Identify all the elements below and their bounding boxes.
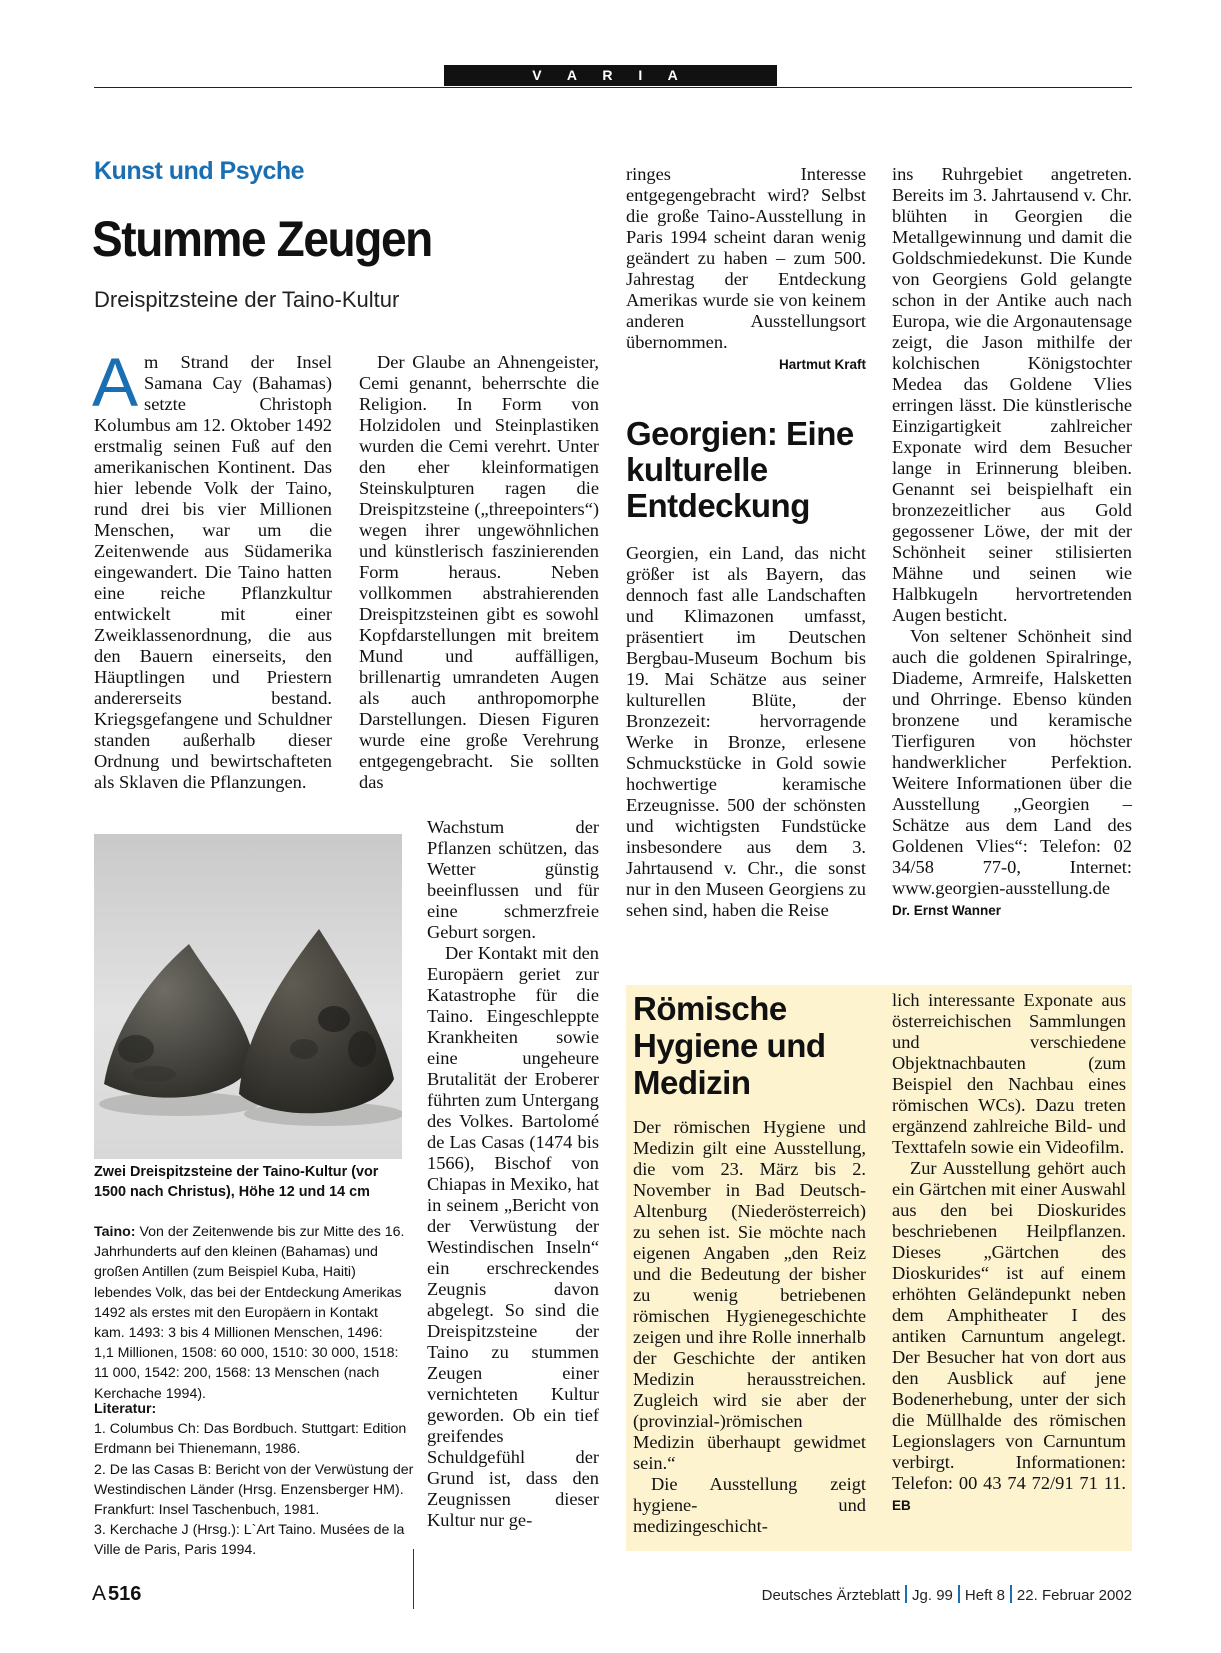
drop-cap: A <box>92 344 139 421</box>
taino-stones-photo <box>94 834 402 1159</box>
literature-heading: Literatur: <box>94 1401 157 1417</box>
article3-column-1 <box>633 1117 866 1537</box>
header-rule <box>94 87 1132 88</box>
article1-column-2b <box>427 817 599 1531</box>
article-kicker: Kunst und Psyche <box>94 157 305 185</box>
taino-note-label: Taino: <box>94 1224 136 1240</box>
stones-illustration <box>94 834 402 1159</box>
article1-col3-text: ringes Interesse entgegengebracht wird? Selbst die große Taino-Ausstellung in Paris 1994 scheint daran wenig geändert zu haben – zum 500. Jahrestag der Entdeckung Amerikas wurde sie von keinem anderen Ausstellungsort übernommen. <box>626 164 866 352</box>
journal-issue: Heft 8 <box>964 1587 1005 1604</box>
literature-item: 1. Columbus Ch: Das Bordbuch. Stuttgart: Edition Erdmann bei Thienemann, 1986. <box>94 1421 407 1458</box>
article3-column-2 <box>892 990 1126 1516</box>
article3-col1-para1: Der römischen Hygiene und Medizin gilt eine Ausstellung, die vom 23. März bis 2. November in Bad Deutsch-Altenburg (Niederösterreich) zu sehen ist. Sie möchte nach eigenen Angaben „den Reiz und die Bedeutung der bisher zu wenig betriebenen römischen Hygienegeschichte zeigen und ihre Rolle innerhalb der Geschichte der antiken Medizin herausstreichen. Zugleich wird sie aber der (provinzial-)römischen Medizin überhaupt gewidmet sein.“ <box>633 1117 866 1473</box>
article2-col2-para2-wrap <box>892 626 1132 921</box>
article1-column-3 <box>626 164 866 353</box>
taino-note-text: Von der Zeitenwende bis zur Mitte des 16. Jahrhunderts auf den kleinen (Bahamas) und großen Antillen (zum Beispiel Kuba, Haiti) lebendes Volk, das bei der Entdeckung Amerikas 1492 als erstes mit den Europäern in Kontakt kam. 1493: 3 bis 4 Millionen Menschen, 1496: 1,1 Millionen, 1508: 60 000, 1510: 30 000, 1518: 11 000, 1542: 200, 1568: 13 Menschen (nach Kerchache 1994). <box>94 1224 405 1402</box>
taino-note <box>94 1222 406 1404</box>
article2-col1-text: Georgien, ein Land, das nicht größer ist als Bayern, das dennoch fast alle Landschaften und Klimazonen umfasst, präsentiert im Deutschen Bergbau-Museum Bochum bis 19. Mai Schätze aus seiner kulturellen Blüte, der Bronzezeit: hervorragende Werke in Bronze, erlesene Schmuckstücke in Gold sowie hochwertige keramische Erzeugnisse. 500 der schönsten und wichtigsten Fundstücke insbesondere aus dem 3. Jahrtausend v. Chr., die sonst nur in den Museen Georgiens zu sehen sind, haben die Reise <box>626 543 866 920</box>
separator <box>1010 1585 1012 1603</box>
page-number-value: 516 <box>108 1583 142 1605</box>
article-title: Stumme Zeugen <box>92 211 432 267</box>
page-prefix: A <box>92 1582 107 1605</box>
photo-caption: Zwei Dreispitzsteine der Taino-Kultur (vor 1500 nach Christus), Höhe 12 und 14 cm <box>94 1164 379 1200</box>
article2-author: Dr. Ernst Wanner <box>892 903 1002 918</box>
article1-author: Hartmut Kraft <box>778 357 866 372</box>
literature-list <box>94 1399 414 1561</box>
separator <box>958 1585 960 1603</box>
journal-date: 22. Februar 2002 <box>1016 1587 1132 1604</box>
journal-volume: Jg. 99 <box>912 1587 953 1604</box>
article-subtitle: Dreispitzsteine der Taino-Kultur <box>94 287 400 312</box>
article3-col2-para2: Zur Ausstellung gehört auch ein Gärtchen mit einer Auswahl aus den bei Dioskurides beschriebenen Heilpflanzen. Dieses „Gärtchen des Dioskurides“ ist auf einem erhöhten Geländepunkt neben dem Amphitheater I des antiken Carnuntum angelegt. Der Besucher hat von dort aus den Ausblick auf jene Bodenerhebung, unter der sich die Müllhalde des römischen Legionslagers von Carnuntum verbirgt. Informationen: Telefon: 00 43 74 72/91 71 11. <box>892 1158 1126 1493</box>
article2-column-2 <box>892 164 1132 921</box>
article3-author: EB <box>892 1498 911 1513</box>
literature-item: 2. De las Casas B: Bericht von der Verwüstung der Westindischen Länder (Hrsg. Enzensberger HM). Frankfurt: Insel Taschenbuch, 1981. <box>94 1461 414 1519</box>
article2-column-1 <box>626 543 866 921</box>
article2-col2-para2: Von seltener Schönheit sind auch die goldenen Spiralringe, Diademe, Armreife, Halsketten und Ohrringe. Ebenso künden bronzene und keramische Tierfiguren von höchster handwerklicher Perfektion. Weitere Informationen über die Ausstellung „Georgien – Schätze aus dem Land des Goldenen Vlies“: Telefon: 02 34/58 77-0, Internet: www.georgien-ausstellung.de <box>892 626 1132 898</box>
article1-column-1 <box>92 344 332 793</box>
journal-name: Deutsches Ärzteblatt <box>761 1587 901 1604</box>
article1-col2b-para1: Wachstum der Pflanzen schützen, das Wetter günstig beeinflussen und für eine schmerzfreie Geburt sorgen. <box>427 817 599 942</box>
article3-title: Römische Hygiene und Medizin <box>633 990 826 1101</box>
article3-col1-para2: Die Ausstellung zeigt hygiene- und medizingeschicht- <box>633 1474 866 1536</box>
section-banner: V A R I A <box>444 65 777 86</box>
column-rule <box>413 1549 414 1609</box>
journal-line <box>762 1585 1132 1604</box>
article2-title: Georgien: Eine kulturelle Entdeckung <box>626 415 854 524</box>
separator <box>905 1585 907 1603</box>
article1-col1-text: m Strand der Insel Samana Cay (Bahamas) setzte Christoph Kolumbus am 12. Oktober 1492 erstmalig seinen Fuß auf den amerikanischen Kontinent. Das hier lebende Volk der Taino, rund drei bis vier Millionen Menschen, war um die Zeitenwende aus Südamerika eingewandert. Die Taino hatten eine reiche Pflanzkultur entwickelt mit einer Zweiklassenordnung, die aus den Bauern einerseits, den Häuptlingen und Priestern andererseits bestand. Kriegsgefangene und Schuldner standen außerhalb dieser Ordnung und bewirtschafteten als Sklaven die Pflanzungen. <box>94 352 332 792</box>
article3-col2-para1: lich interessante Exponate aus österreichischen Sammlungen und verschiedene Objektnachbauten (zum Beispiel den Nachbau eines römischen WCs). Dazu treten ergänzend zahlreiche Bild- und Texttafeln sowie ein Videofilm. <box>892 990 1126 1157</box>
literature-item: 3. Kerchache J (Hrsg.): L`Art Taino. Musées de la Ville de Paris, Paris 1994. <box>94 1522 405 1559</box>
article1-col2b-para2: Der Kontakt mit den Europäern geriet zur Katastrophe für die Taino. Eingeschleppte Krankheiten sowie eine ungeheure Brutalität der Eroberer führten zum Untergang des Volkes. Bartolomé de Las Casas (1474 bis 1566), Bischof von Chiapas in Mexiko, hat in seinem „Bericht von der Verwüstung der Westindischen Inseln“ ein erschreckendes Zeugnis davon abgelegt. So sind die Dreispitzsteine der Taino zu stummen Zeugen einer vernichteten Kultur geworden. Ob ein tief greifendes Schuldgefühl der Grund ist, dass den Zeugnissen dieser Kultur nur ge- <box>427 943 599 1530</box>
article3-col2-para2-wrap <box>892 1158 1126 1516</box>
article1-col2-text: Der Glaube an Ahnengeister, Cemi genannt, beherrschte die Religion. In Form von Holzidolen und Steinplastiken wurden die Cemi verehrt. Unter den eher kleinformatigen Steinskulpturen ragen die Dreispitzsteine („threepointers“) wegen ihrer ungewöhnlichen und künstlerisch faszinierenden Form heraus. Neben vollkommen abstrahierenden Dreispitzsteinen gibt es sowohl Kopfdarstellungen mit breitem Mund und auffälligen, brillenartig umrandeten Augen als auch anthropomorphe Darstellungen. Diesen Figuren wurde eine große Verehrung entgegengebracht. Sie sollten das <box>359 352 599 792</box>
article2-col2-para1: ins Ruhrgebiet angetreten. Bereits im 3. Jahrtausend v. Chr. blühten in Georgien die Metallgewinnung und damit die Goldschmiedekunst. Die Kunde von Georgiens Gold gelangte schon in der Antike auch nach Europa, wie die Argonautensage zeigt, die Jason mithilfe der kolchischen Königstochter Medea das Goldene Vlies erringen lässt. Die künstlerische Einzigartigkeit zahlreicher Exponate wird dem Besucher lange in Erinnerung bleiben. Genannt sei beispielhaft ein bronzezeitlicher aus Gold gegossener Löwe, der mit der Schönheit seiner stilisierten Mähne und seinen wie Halbkugeln hervortretenden Augen besticht. <box>892 164 1132 625</box>
article1-column-2 <box>359 352 599 793</box>
page-number <box>92 1582 141 1606</box>
